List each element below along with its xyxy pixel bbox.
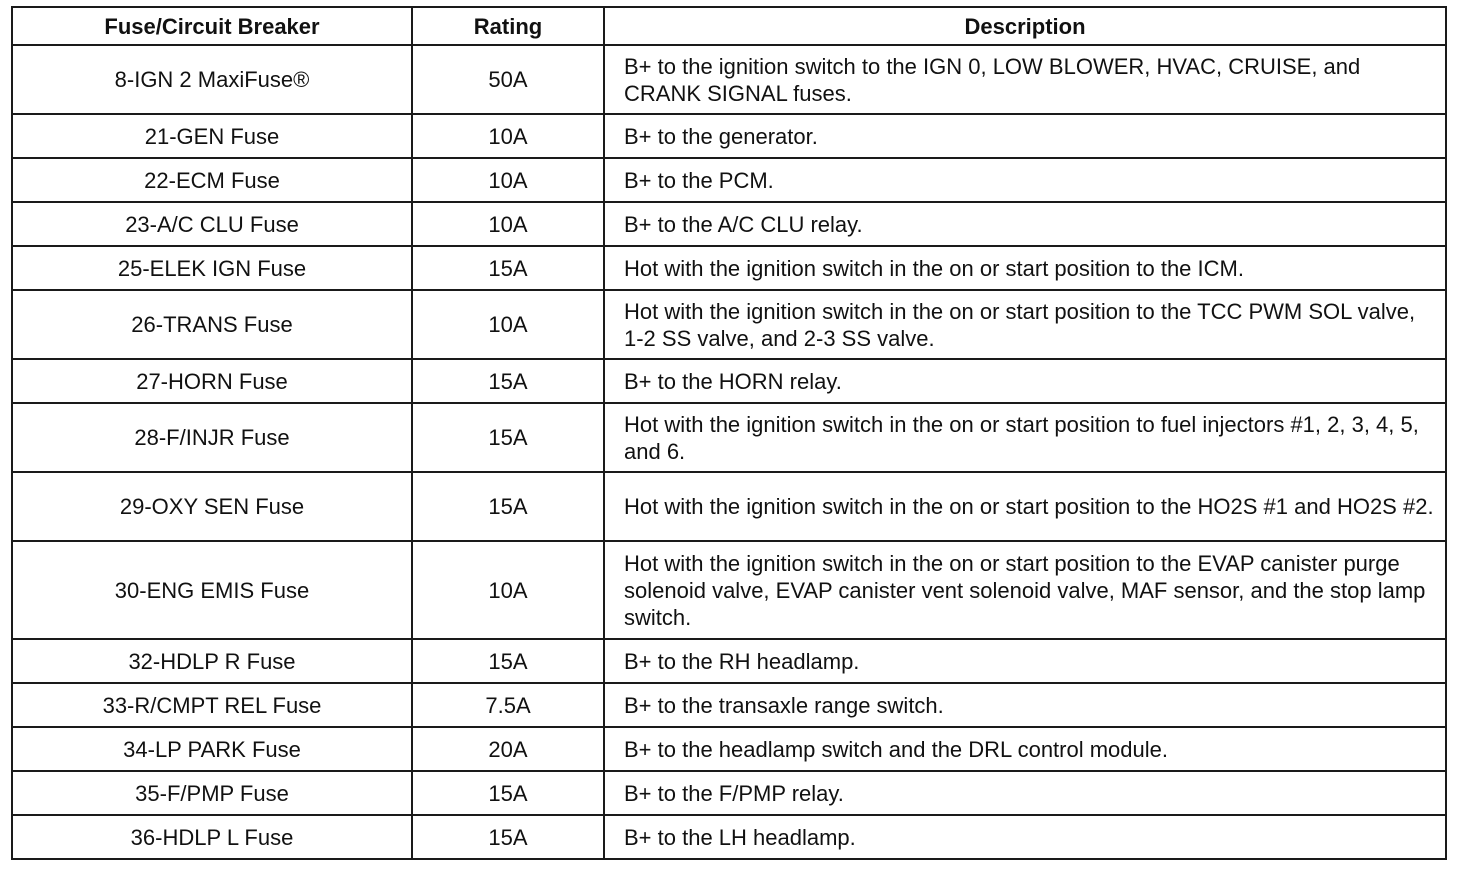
table-row xyxy=(12,771,1446,815)
description-cell: Hot with the ignition switch in the on or start position to the TCC PWM SOL valve, 1-2 SS valve, and 2-3 SS valve. xyxy=(604,290,1446,359)
fuse-cell: 25-ELEK IGN Fuse xyxy=(12,246,412,290)
table-row xyxy=(12,114,1446,158)
description-cell: B+ to the headlamp switch and the DRL control module. xyxy=(604,727,1446,771)
rating-cell: 15A xyxy=(412,639,604,683)
description-cell: B+ to the ignition switch to the IGN 0, LOW BLOWER, HVAC, CRUISE, and CRANK SIGNAL fuses. xyxy=(604,45,1446,114)
fuse-cell: 34-LP PARK Fuse xyxy=(12,727,412,771)
fuse-cell: 21-GEN Fuse xyxy=(12,114,412,158)
fuse-cell: 30-ENG EMIS Fuse xyxy=(12,541,412,639)
rating-cell: 15A xyxy=(412,815,604,859)
fuse-cell: 29-OXY SEN Fuse xyxy=(12,472,412,541)
description-cell: B+ to the PCM. xyxy=(604,158,1446,202)
header-fuse: Fuse/Circuit Breaker xyxy=(12,7,412,45)
rating-cell: 10A xyxy=(412,290,604,359)
description-cell: B+ to the transaxle range switch. xyxy=(604,683,1446,727)
rating-cell: 15A xyxy=(412,771,604,815)
rating-cell: 10A xyxy=(412,114,604,158)
fuse-cell: 28-F/INJR Fuse xyxy=(12,403,412,472)
description-cell: B+ to the generator. xyxy=(604,114,1446,158)
header-rating: Rating xyxy=(412,7,604,45)
table-row xyxy=(12,359,1446,403)
fuse-cell: 35-F/PMP Fuse xyxy=(12,771,412,815)
table-row xyxy=(12,158,1446,202)
rating-cell: 20A xyxy=(412,727,604,771)
rating-cell: 15A xyxy=(412,403,604,472)
table-row xyxy=(12,246,1446,290)
table-row xyxy=(12,541,1446,639)
fuse-cell: 22-ECM Fuse xyxy=(12,158,412,202)
description-cell: B+ to the HORN relay. xyxy=(604,359,1446,403)
description-cell: B+ to the LH headlamp. xyxy=(604,815,1446,859)
table-row xyxy=(12,202,1446,246)
table-row xyxy=(12,472,1446,541)
description-cell: Hot with the ignition switch in the on or start position to the ICM. xyxy=(604,246,1446,290)
fuse-table xyxy=(11,6,1447,860)
header-description: Description xyxy=(604,7,1446,45)
fuse-cell: 36-HDLP L Fuse xyxy=(12,815,412,859)
table-row xyxy=(12,45,1446,114)
description-cell: Hot with the ignition switch in the on or start position to fuel injectors #1, 2, 3, 4, 5, and 6. xyxy=(604,403,1446,472)
rating-cell: 10A xyxy=(412,541,604,639)
rating-cell: 7.5A xyxy=(412,683,604,727)
fuse-cell: 8-IGN 2 MaxiFuse® xyxy=(12,45,412,114)
table-row xyxy=(12,290,1446,359)
rating-cell: 50A xyxy=(412,45,604,114)
fuse-cell: 26-TRANS Fuse xyxy=(12,290,412,359)
rating-cell: 10A xyxy=(412,158,604,202)
rating-cell: 15A xyxy=(412,246,604,290)
description-cell: B+ to the A/C CLU relay. xyxy=(604,202,1446,246)
fuse-cell: 33-R/CMPT REL Fuse xyxy=(12,683,412,727)
rating-cell: 15A xyxy=(412,472,604,541)
fuse-cell: 27-HORN Fuse xyxy=(12,359,412,403)
table-row xyxy=(12,815,1446,859)
table-row xyxy=(12,403,1446,472)
table-row xyxy=(12,727,1446,771)
table-row xyxy=(12,683,1446,727)
table-header-row xyxy=(12,7,1446,45)
description-cell: B+ to the F/PMP relay. xyxy=(604,771,1446,815)
rating-cell: 15A xyxy=(412,359,604,403)
table-row xyxy=(12,639,1446,683)
description-cell: B+ to the RH headlamp. xyxy=(604,639,1446,683)
fuse-cell: 23-A/C CLU Fuse xyxy=(12,202,412,246)
description-cell: Hot with the ignition switch in the on or start position to the EVAP canister purge solenoid valve, EVAP canister vent solenoid valve, MAF sensor, and the stop lamp switch. xyxy=(604,541,1446,639)
description-cell: Hot with the ignition switch in the on or start position to the HO2S #1 and HO2S #2. xyxy=(604,472,1446,541)
fuse-cell: 32-HDLP R Fuse xyxy=(12,639,412,683)
rating-cell: 10A xyxy=(412,202,604,246)
